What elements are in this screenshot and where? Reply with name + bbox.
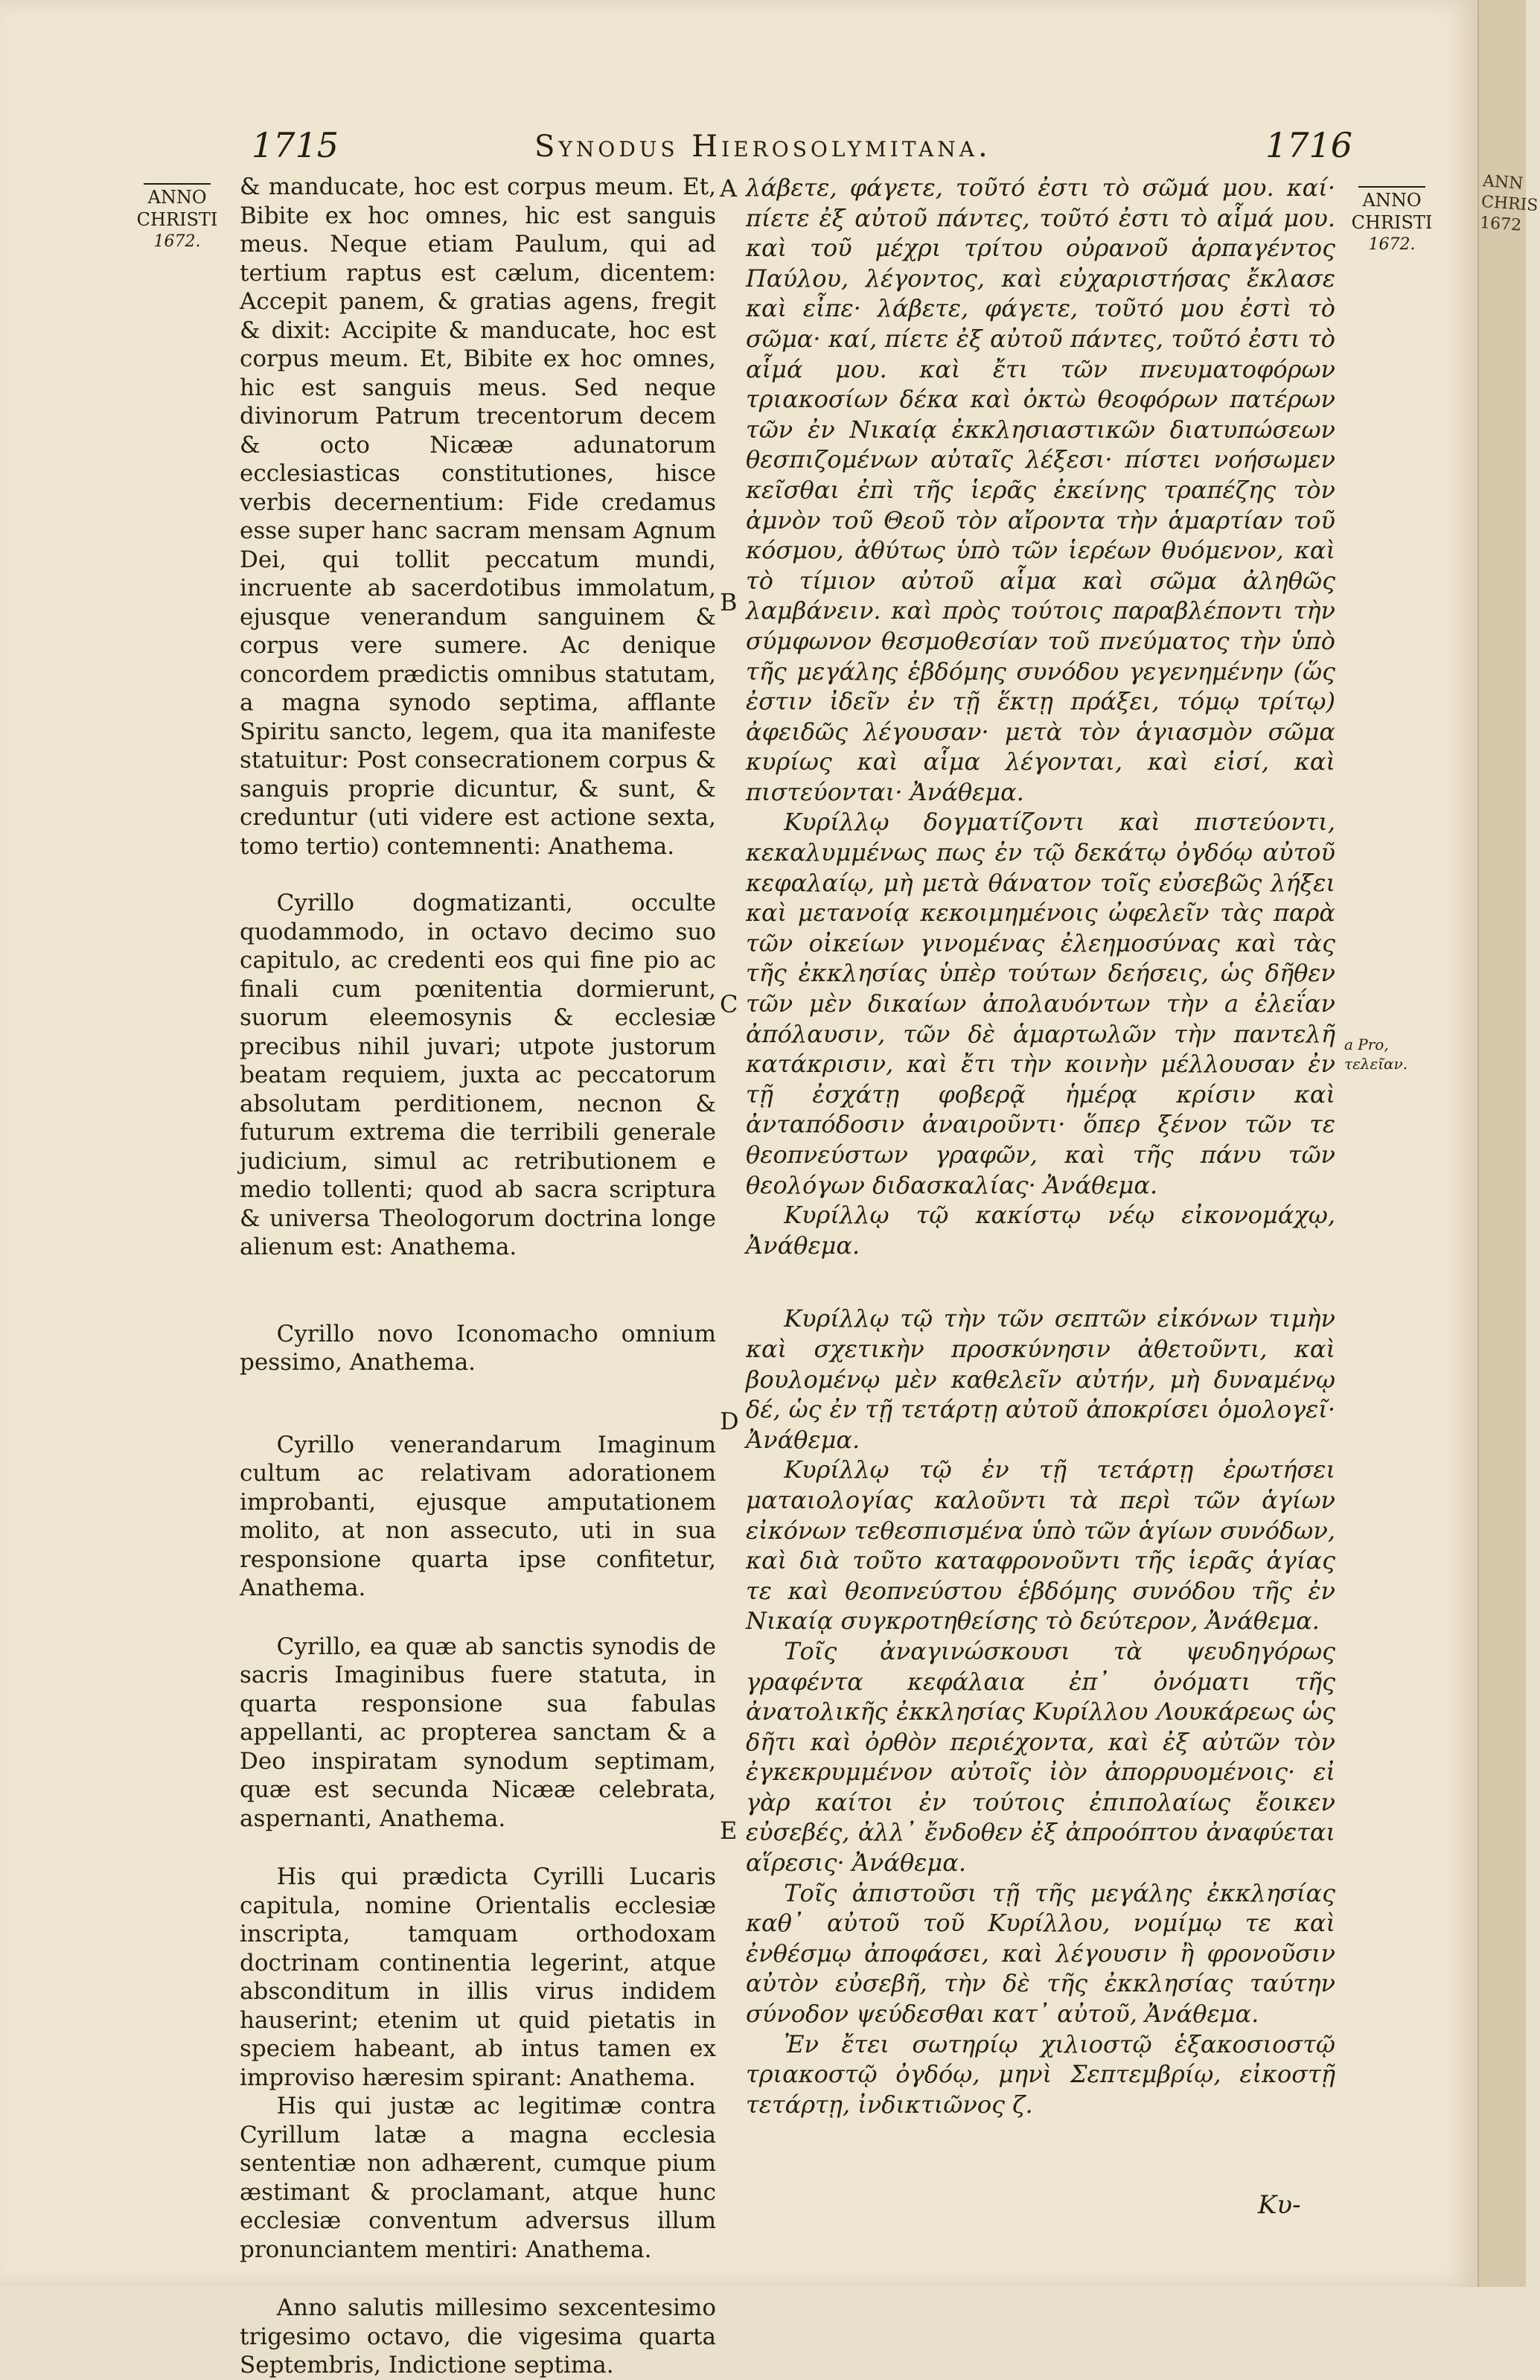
greek-paragraph: λάβετε, φάγετε, τοῦτό ἐστι τὸ σῶμά μου. καί· πίετε ἐξ αὐτοῦ πάντες, τοῦτό ἐστι τὸ αἷμά μου. καὶ τοῦ μέχρι τρίτου οὐρανοῦ ἁρπαγέντος Παύλου, λέγοντος, καὶ εὐχαριστήσας ἔκλασε καὶ εἶπε· λάβετε, φάγετε, τοῦτό μου ἐστὶ τὸ σῶμα· καί, πίετε ἐξ αὐτοῦ πάντες, τοῦτό ἐστι τὸ αἷμά μου. καὶ ἔτι τῶν πνευματοφόρων τριακοσίων δέκα καὶ ὀκτὼ θεοφόρων πατέρων τῶν ἐν Νικαίᾳ ἐκκλησιαστικῶν διατυπώσεων θεσπιζομένων αὐταῖς λέξεσι· πίστει νοήσωμεν κεῖσθαι ἐπὶ τῆς ἱερᾶς ἐκείνης τραπέζης τὸν ἀμνὸν τοῦ Θεοῦ τὸν αἴροντα τὴν ἁμαρτίαν τοῦ κόσμου, ἀθύτως ὑπὸ τῶν ἱερέων θυόμενον, καὶ τὸ τίμιον αὐτοῦ αἷμα καὶ σῶμα ἀληθῶς λαμβάνειν. καὶ πρὸς τούτοις παραβλέποντι τὴν σύμφωνον θεσμοθεσίαν τοῦ πνεύματος τὴν ὑπὸ τῆς μεγάλης ἑβδόμης συνόδου γεγενημένην (ὥς ἐστιν ἰδεῖν ἐν τῇ ἕκτῃ πράξει, τόμῳ τρίτῳ) ἀφειδῶς λέγουσαν· μετὰ τὸν ἁγιασμὸν σῶμα κυρίως καὶ αἷμα λέγονται, καὶ εἰσί, καὶ πιστεύονται· Ἀνάθεμα. — [746, 173, 1335, 806]
section-marker-c: C — [720, 990, 738, 1018]
margin-date-left — [125, 183, 229, 253]
greek-paragraph: Τοῖς ἀναγινώσκουσι τὰ ψευδηγόρως γραφέντα κεφάλαια ἐπ᾽ ὀνόματι τῆς ἀνατολικῆς ἐκκλησίας Κυρίλλου Λουκάρεως ὡς δῆτι καὶ ὀρθὸν περιέχοντα, καὶ ἐξ αὐτῶν τὸν ἐγκεκρυμμένον αὐτοῖς ἰὸν ἀπορρυομένοις· εἰ γὰρ καίτοι ἐν τούτοις ἐπιπολαίως ἔοικεν εὐσεβές, ἀλλ᾽ ἔνδοθεν ἐξ ἀπροόπτου ἀναφύεται αἵρεσις· Ἀνάθεμα. — [746, 1636, 1335, 1877]
year-fragment: 1672 — [1479, 213, 1522, 235]
catchword: Κυ- — [1258, 2190, 1301, 2220]
anno-label: ANNO — [1362, 190, 1422, 211]
latin-column — [240, 173, 716, 2380]
greek-paragraph: Κυρίλλῳ δογματίζοντι καὶ πιστεύοντι, κεκαλυμμένως πως ἐν τῷ δεκάτῳ ὀγδόῳ αὐτοῦ κεφαλαίῳ, μὴ μετὰ θάνατον τοῖς εὐσεβῶς λήξει καὶ μετανοίᾳ κεκοιμημένοις ὠφελεῖν τὰς παρὰ τῶν οἰκείων γινομένας ἐλεημοσύνας καὶ τὰς τῆς ἐκκλησίας ὑπὲρ τούτων δεήσεις, ὡς δῆθεν τῶν μὲν δικαίων ἀπολαυόντων τὴν a ἐλεΐαν ἀπόλαυσιν, τῶν δὲ ἁμαρτωλῶν τὴν παντελῆ κατάκρισιν, καὶ ἔτι τὴν κοινὴν μέλλουσαν ἐν τῇ ἐσχάτῃ φοβερᾷ ἡμέρᾳ κρίσιν καὶ ἀνταπόδοσιν ἀναιροῦντι· ὅπερ ξένον τῶν τε θεοπνεύστων γραφῶν, καὶ τῆς πάνυ τῶν θεολόγων διδασκαλίας· Ἀνάθεμα. — [746, 808, 1335, 1199]
section-marker-b: B — [720, 588, 738, 616]
anno-fragment: ANN — [1482, 171, 1524, 194]
greek-paragraph: Ἐν ἔτει σωτηρίῳ χιλιοστῷ ἑξακοσιοστῷ τριακοστῷ ὀγδόῳ, μηνὶ Σεπτεμβρίῳ, εἰκοστῇ τετάρτῃ, ἰνδικτιῶνος ζ. — [746, 2029, 1335, 2119]
anno-label: ANNO — [147, 187, 207, 208]
year-label: 1672. — [153, 232, 201, 251]
page-number-right: 1716 — [1265, 125, 1353, 165]
greek-paragraph: Κυρίλλῳ τῷ κακίστῳ νέῳ εἰκονομάχῳ, Ἀνάθεμα. — [746, 1201, 1335, 1260]
latin-paragraph: Cyrillo dogmatizanti, occulte quodammodo, in octavo decimo suo capitulo, ac credenti eos qui fine pio ac finali cum pœnitentia dormierunt, suorum eleemosynis & ecclesiæ precibus nihil juvari; utpote justorum beatam requiem, juxta ac peccatorum absolutam perditionem, necnon & futurum extrema die terribili generale judicium, simul ac retributionem e medio tollenti; quod ab sacra scriptura & universa Theologorum doctrina longe alienum est: Anathema. — [240, 890, 716, 1260]
latin-paragraph: His qui prædicta Cyrilli Lucaris capitula, nomine Orientalis ecclesiæ inscripta, tamquam orthodoxam doctrinam continentia legerint, atque absconditum in illis virus indidem hauserint; etenim ut quid pietatis in speciem habeant, ab intus tamen ex improviso hæresim spirant: Anathema. — [240, 1863, 716, 2091]
greek-column — [746, 173, 1335, 2119]
running-header — [0, 125, 1477, 170]
christi-label: CHRISTI — [1351, 212, 1433, 233]
year-label: 1672. — [1368, 235, 1416, 254]
latin-paragraph: Cyrillo venerandarum Imaginum cultum ac relativam adorationem improbanti, ejusque amputationem molito, at non assecuto, uti in sua responsione quarta ipse confitetur, Anathema. — [240, 1431, 716, 1601]
margin-note: a Pro, τελεῖαν. — [1344, 1036, 1408, 1073]
latin-paragraph: Cyrillo, ea quæ ab sanctis synodis de sacris Imaginibus fuere statuta, in quarta responsione sua fabulas appellanti, ac propterea sanctam & a Deo inspiratam synodum septimam, quæ est secunda Nicææ celebrata, aspernanti, Anathema. — [240, 1633, 716, 1832]
section-marker-e: E — [720, 1816, 738, 1845]
christi-fragment: CHRIS — [1480, 192, 1539, 216]
latin-paragraph: Anno salutis millesimo sexcentesimo trigesimo octavo, die vigesima quarta Septembris, Indictione septima. — [240, 2294, 716, 2379]
latin-paragraph: Cyrillo novo Iconomacho omnium pessimo, Anathema. — [240, 1320, 716, 1376]
next-page-edge — [1477, 0, 1539, 2287]
greek-paragraph: Κυρίλλῳ τῷ τὴν τῶν σεπτῶν εἰκόνων τιμὴν καὶ σχετικὴν προσκύνησιν ἀθετοῦντι, καὶ βουλομένῳ μὲν καθελεῖν αὐτήν, μὴ δυναμένῳ δέ, ὡς ἐν τῇ τετάρτῃ αὐτοῦ ἀποκρίσει ὁμολογεῖ· Ἀνάθεμα. — [746, 1304, 1335, 1454]
rule-divider — [1358, 186, 1425, 188]
rule-divider — [144, 183, 211, 185]
latin-paragraph: & manducate, hoc est corpus meum. Et, Bibite ex hoc omnes, hic est sanguis meus. Neque etiam Paulum, qui ad tertium raptus est cælum, dicentem: Accepit panem, & gratias agens, fregit & dixit: Accipite & manducate, hoc est corpus meum. Et, Bibite ex hoc omnes, hic est sanguis meus. Sed neque divinorum Patrum trecentorum decem & octo Nicææ adunatorum ecclesiasticas constitutiones, hisce verbis decernentium: Fide credamus esse super hanc sacram mensam Agnum Dei, qui tollit peccatum mundi, incruente ab sacerdotibus immolatum, ejusque venerandum sanguinem & corpus vere sumere. Ac denique concordem prædictis omnibus statutam, a magna synodo septima, afflante Spiritu sancto, legem, qua ita manifeste statuitur: Post consecrationem corpus & sanguis proprie dicuntur, & sunt, & creduntur (uti videre est actione sexta, tomo tertio) contemnenti: Anathema. — [240, 173, 716, 860]
christi-label: CHRISTI — [136, 209, 218, 230]
section-marker-a: A — [720, 174, 738, 202]
greek-paragraph: Τοῖς ἀπιστοῦσι τῇ τῆς μεγάλης ἐκκλησίας καθ᾽ αὐτοῦ τοῦ Κυρίλλου, νομίμῳ τε καὶ ἐνθέσμῳ ἀποφάσει, καὶ λέγουσιν ἢ φρονοῦσιν αὐτὸν εὐσεβῆ, τὴν δὲ τῆς ἐκκλησίας ταύτην σύνοδον ψεύδεσθαι κατ᾽ αὐτοῦ, Ἀνάθεμα. — [746, 1878, 1335, 2029]
greek-paragraph: Κυρίλλῳ τῷ ἐν τῇ τετάρτῃ ἐρωτήσει ματαιολογίας καλοῦντι τὰ περὶ τῶν ἁγίων εἰκόνων τεθεσπισμένα ὑπὸ τῶν ἁγίων συνόδων, καὶ διὰ τοῦτο καταφρονοῦντι τῆς ἱερᾶς ἁγίας τε καὶ θεοπνεύστου ἑβδόμης συνόδου τῆς ἐν Νικαίᾳ συγκροτηθείσης τὸ δεύτερον, Ἀνάθεμα. — [746, 1455, 1335, 1636]
running-title: Synodus Hierosolymitana. — [534, 130, 991, 164]
margin-date-right — [1340, 186, 1444, 256]
latin-paragraph: His qui justæ ac legitimæ contra Cyrillum latæ a magna ecclesia sententiæ non adhærent, cumque pium æstimant & proclamant, atque hunc ecclesiæ conventum adversus illum pronunciantem mentiri: Anathema. — [240, 2093, 716, 2263]
next-page-margin-date — [1479, 171, 1540, 237]
section-marker-d: D — [720, 1407, 739, 1435]
page-number-left: 1715 — [252, 125, 339, 165]
